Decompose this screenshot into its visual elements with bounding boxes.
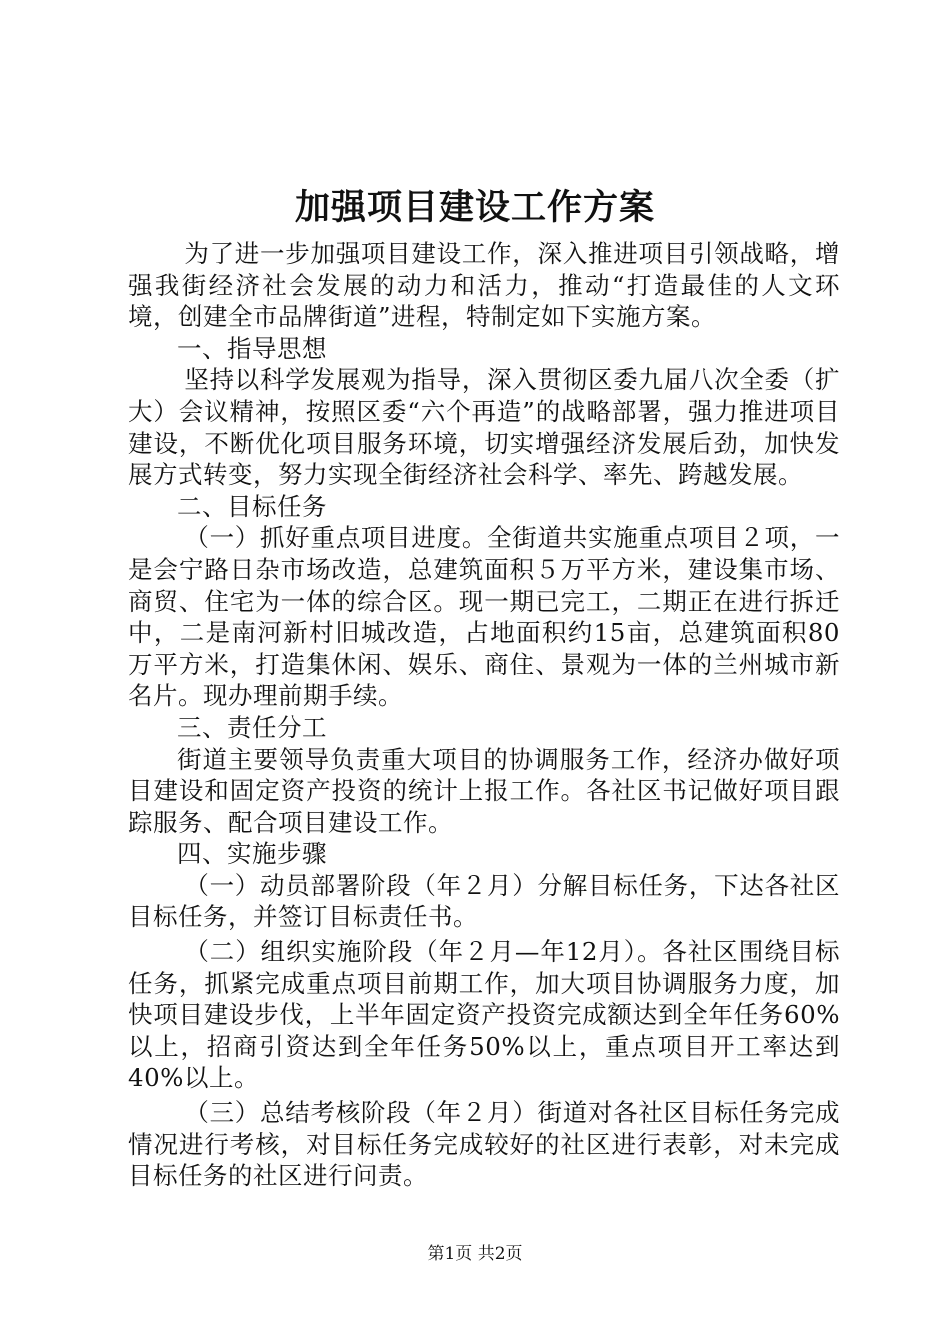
section-heading-responsibilities: 三、责任分工 (177, 712, 327, 742)
section-heading-guiding-ideology: 一、指导思想 (177, 333, 327, 363)
responsibilities-paragraph: 街道主要领导负责重大项目的协调服务工作，经济办做好项目建设和固定资产投资的统计上报工作。各社区书记做好项目跟踪服务、配合项目建设工作。 (128, 744, 840, 837)
page-footer: 第1页 共2页 (427, 1244, 523, 1264)
guiding-ideology-paragraph: 坚持以科学发展观为指导，深入贯彻区委九届八次全委（扩大）会议精神，按照区委“六个再造”的战略部署，强力推进项目建设，不断优化项目服务环境，切实增强经济发展后劲，加快发展方式转变，努力实现全街经济社会科学、率先、跨越发展。 (128, 365, 840, 490)
section-heading-implementation-steps: 四、实施步骤 (177, 839, 327, 869)
intro-paragraph: 为了进一步加强项目建设工作，深入推进项目引领战略，增强我街经济社会发展的动力和活力，推动“打造最佳的人文环境，创建全市品牌街道”进程，特制定如下实施方案。 (128, 239, 840, 332)
step-review-paragraph: （三）总结考核阶段（年２月）街道对各社区目标任务完成情况进行考核，对目标任务完成较好的社区进行表彰，对未完成目标任务的社区进行问责。 (128, 1098, 840, 1191)
document-title: 加强项目建设工作方案 (294, 187, 655, 228)
step-implementation-paragraph: （二）组织实施阶段（年２月—年12月）。各社区围绕目标任务，抓紧完成重点项目前期工作，加大项目协调服务力度，加快项目建设步伐，上半年固定资产投资完成额达到全年任务60%以上，招商引资达到全年任务50%以上，重点项目开工率达到40%以上。 (128, 937, 840, 1093)
document-body (128, 238, 840, 1192)
goals-paragraph: （一）抓好重点项目进度。全街道共实施重点项目２项，一是会宁路日杂市场改造，总建筑面积５万平方米，建设集市场、商贸、住宅为一体的综合区。现一期已完工，二期正在进行拆迁中，二是南河新村旧城改造，占地面积约15亩，总建筑面积80万平方米，打造集休闲、娱乐、商住、景观为一体的兰州城市新名片。现办理前期手续。 (128, 523, 840, 711)
section-heading-goals: 二、目标任务 (177, 491, 327, 521)
step-mobilization-paragraph: （一）动员部署阶段（年２月）分解目标任务，下达各社区目标任务，并签订目标责任书。 (128, 870, 840, 932)
